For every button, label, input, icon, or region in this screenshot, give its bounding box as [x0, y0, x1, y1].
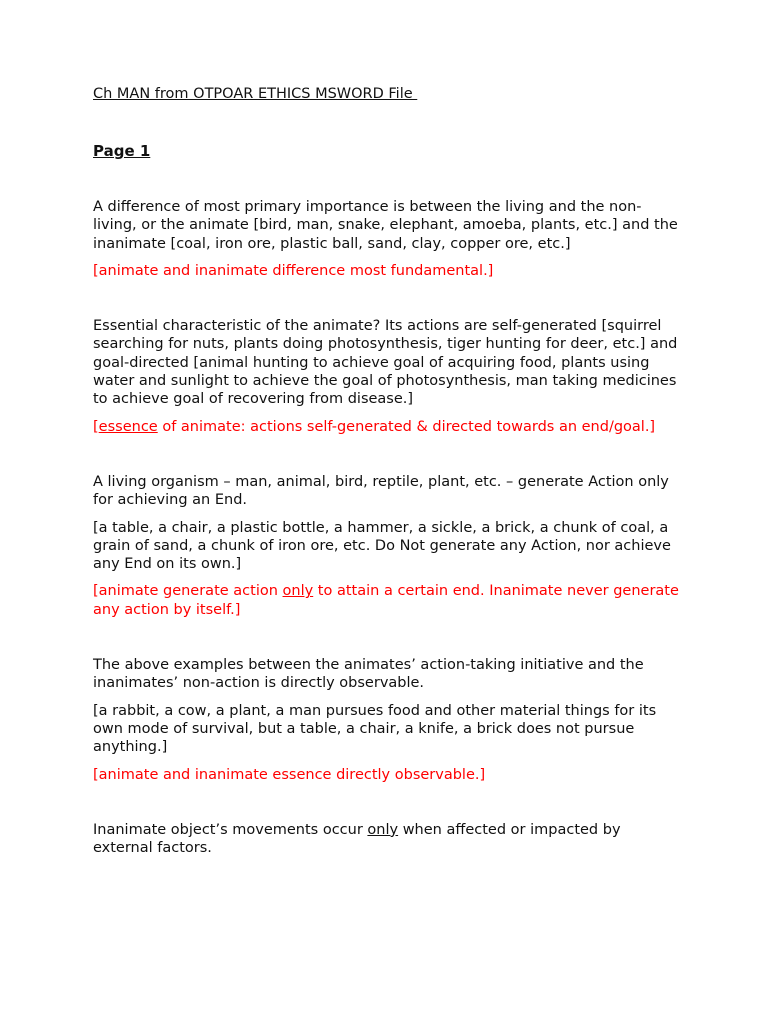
- paragraph: A living organism – man, animal, bird, reptile, plant, etc. – generate Action only for achieving an End.: [93, 473, 669, 509]
- underlined-word: essence: [98, 418, 158, 435]
- page-heading: Page 1: [93, 142, 151, 160]
- note-text: [animate generate action: [93, 583, 283, 600]
- paragraph: A difference of most primary importance is between the living and the non-living, or the animate [bird, man, snake, elephant, amoeba, plants, etc.] and the inanimate [coal, iron ore, plastic ball, sand, clay, copper ore, etc.]: [93, 199, 678, 252]
- document-body: [93, 198, 683, 857]
- red-note: [animate and inanimate difference most fundamental.]: [93, 262, 494, 279]
- note-text: of animate: actions self-generated & directed towards an end/goal.]: [157, 418, 656, 435]
- paragraph: [93, 821, 683, 858]
- red-note: [93, 418, 683, 436]
- paragraph-text: Inanimate object’s movements occur: [93, 821, 368, 838]
- paragraph: [a rabbit, a cow, a plant, a man pursues food and other material things for its own mode of survival, but a table, a chair, a knife, a brick does not pursue anything.]: [93, 702, 657, 756]
- note-text: to attain a certain end. Inanimate never generate any action by itself.]: [93, 583, 679, 618]
- paragraph-text: when affected or impacted by external factors.: [93, 821, 621, 857]
- paragraph: The above examples between the animates’ action-taking initiative and the inanimates’ non-action is directly observable.: [93, 657, 644, 692]
- red-note: [93, 582, 683, 619]
- underlined-word: only: [367, 821, 399, 838]
- paragraph: [a table, a chair, a plastic bottle, a hammer, a sickle, a brick, a chunk of coal, a grain of sand, a chunk of iron ore, etc. Do Not generate any Action, nor achieve any End on its own.]: [93, 519, 671, 573]
- document-title: Ch MAN from OTPOAR ETHICS MSWORD File: [93, 86, 418, 102]
- red-note: [animate and inanimate essence directly observable.]: [93, 766, 486, 783]
- underlined-word: only: [282, 583, 314, 600]
- paragraph: Essential characteristic of the animate? Its actions are self-generated [squirrel searching for nuts, plants doing photosynthesis, tiger hunting for deer, etc.] and goal-directed [animal hunting to achieve goal of acquiring food, plants using water and sunlight to achieve the goal of photosynthesis, man taking medicines to achieve goal of recovering from disease.]: [93, 318, 678, 408]
- note-text: [: [93, 418, 99, 435]
